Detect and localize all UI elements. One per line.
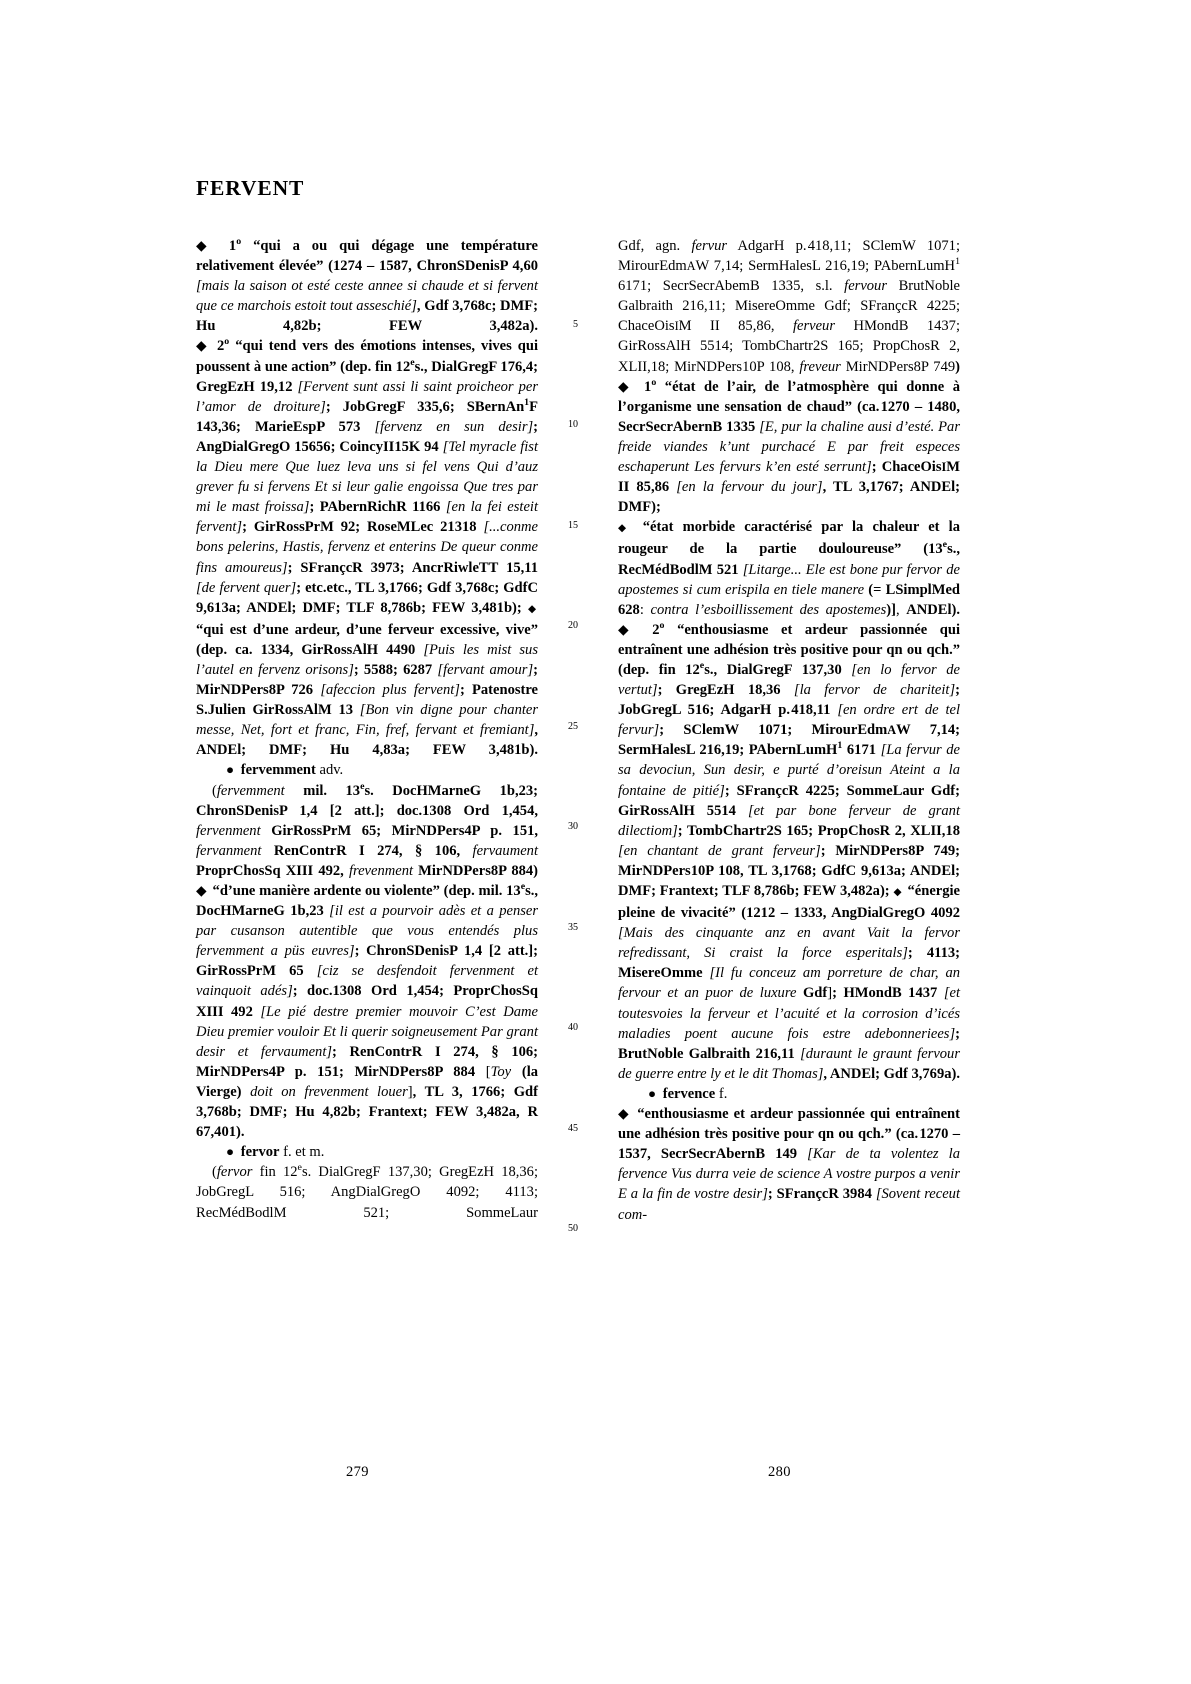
page-number-right: 280 bbox=[768, 1464, 791, 1480]
sub-lemma-label: fervemment bbox=[240, 762, 316, 779]
diamond-icon: ◆ bbox=[196, 883, 207, 898]
sub-lemma-pos: f. bbox=[718, 1085, 728, 1102]
sub-lemma-fervence bbox=[618, 1084, 960, 1104]
sub-lemma-pos: adv. bbox=[319, 762, 344, 779]
entry-header bbox=[196, 178, 956, 200]
line-number: 30 bbox=[568, 821, 578, 832]
fervemment-sense: ◆ “d’une manière ardente ou violente” (dep. mil. 13es., DocHMarneG 1b,23 [il est a pourvoir adès et a penser par cusanson autentible que vous entendés plus fervemment a püs euvres]; ChronSDenisP 1,4 [2 att.]; GirRossPrM 65 [ciz se desfendoit fervenment et vainquoit adés]; doc.1308 Ord 1,454; ProprChosSq XIII 492 [Le pié destre premier mouvoir C’est Dame Dieu premier vouloir Et li querir soigneusement Par grant desir et fervaument]; RenContrR I 274, § 106; MirNDPers4P p. 151; MirNDPers8P 884 [Toy (la Vierge) doit on frevenment louer], TL 3, 1766; Gdf 3,768b; DMF; Hu 4,82b; Frantext; FEW 3,482a, R 67,401). bbox=[196, 881, 539, 1141]
diamond-icon: ◆ bbox=[893, 887, 902, 898]
fervor-sense-1: ◆ 1$^o$ “état de l’air, de l’atmosphère qui donne à l’organisme une sensation de chaud” (ca. 1270 – 1480, SecrSecrAbernB 1335 [E, pur la chaline ausi d’esté. Par freide viandes k’unt purchacé E par freit especes eschaperunt Les fervurs k’en esté serrunt]; ChaceOisIM II 85,86 [en la fervour du jour], TL 3,1767; ANDEl; DMF); bbox=[618, 376, 961, 516]
column-left bbox=[196, 236, 538, 1223]
diamond-icon: ◆ bbox=[196, 338, 209, 354]
line-number: 45 bbox=[568, 1123, 578, 1134]
entry-body bbox=[196, 236, 960, 1396]
page-title: FERVENT bbox=[196, 176, 305, 200]
fervor-sense-2: ◆ 2$^o$ “enthousiasme et ardeur passionnée qui entraînent une adhésion très positive pour qn ou qch.” (dep. fin 12es., DialGregF 137,30 [en lo fervor de vertut]; GregEzH 18,36 [la fervor de chariteit]; JobGregL 516; AdgarH p. 418,11 [en ordre ert de tel fervur]; SClemW 1071; MirourEdmAW 7,14; SermHalesL 216,19; PAbernLumH$^1$ 6171 [La fervur de sa devociun, Sun desir, e purté d’oreisun Ateint a la fontaine de pitié]; SFrançcR 4225; SommeLaur Gdf; GirRossAlH 5514 [et par bone ferveur de grant dilectiom]; TombChartr2S 165; PropChosR 2, XLII,18 [en chantant de grant ferveur]; MirNDPers8P 749; MirNDPers10P 108, TL 3,1768; GdfC 9,613a; ANDEl; DMF; Frantext; TLF 8,786b; FEW 3,482a); ◆ “énergie pleine de vivacité” (1212 – 1333, AngDialGregO 4092 [Mais des cinquante anz en avant Vait la fervor refredissant, Si craist la force esperitals]; 4113; MisereOmme [Il fu conceuz am porreture de char, an fervour et an puor de luxure Gdf]; HMondB 1437 [et toutesvoies la ferveur et l’acuité et la corrosion d’icés maladies poent aucune fois estre adebonneriees]; BrutNoble Galbraith 216,11 [duraunt le graunt fervour de guerre entre ly et le dit Thomas], ANDEl; Gdf 3,769a). bbox=[618, 619, 961, 1082]
diamond-icon: ◆ bbox=[618, 621, 638, 637]
line-number: 50 bbox=[568, 1223, 578, 1234]
fervor-variant-forms-cont: Gdf, agn. fervur AdgarH p. 418,11; SClemW 1071; MirourEdmAW 7,14; SermHalesL 216,19; PAbernLumH$^1$ 6171; SecrSecrAbemB 1335, s.l. fervour BrutNoble Galbraith 216,11; MisereOmme Gdf; SFrançcR 4225; ChaceOisIM II 85,86, ferveur HMondB 1437; GirRossAlH 5514; TombChartr2S 165; PropChosR 2, XLII,18; MirNDPers10P 108, freveur MirNDPers8P 749) bbox=[618, 238, 960, 375]
bullet-icon: ● bbox=[648, 1085, 657, 1101]
sub-lemma-fervor bbox=[196, 1142, 538, 1162]
diamond-icon: ◆ bbox=[618, 523, 632, 535]
bullet-icon: ● bbox=[226, 1144, 235, 1160]
line-number: 15 bbox=[568, 520, 578, 531]
line-number: 35 bbox=[568, 922, 578, 933]
fervemment-variant-forms: (fervemment mil. 13es. DocHMarneG 1b,23; ChronSDenisP 1,4 [2 att.]; doc.1308 Ord 1,454, fervenment GirRossPrM 65; MirNDPers4P p. 151, fervanment RenContrR I 274, § 106, fervaument ProprChosSq XIII 492, frevenment MirNDPers8P 884) bbox=[196, 780, 539, 879]
fervor-variant-forms: (fervor fin 12es. DialGregF 137,30; GregEzH 18,36; JobGregL 516; AngDialGregO 4092; 4113; RecMédBodlM 521; SommeLaur bbox=[196, 1162, 539, 1221]
line-number: 5 bbox=[573, 319, 578, 330]
line-number: 25 bbox=[568, 721, 578, 732]
diamond-icon: ◆ bbox=[618, 378, 634, 394]
page-number-left: 279 bbox=[346, 1464, 369, 1480]
line-number: 40 bbox=[568, 1022, 578, 1033]
fervor-sense-1b: ◆ “état morbide caractérisé par la chaleur et la rougeur de la partie douloureuse” (13es., RecMédBodlM 521 [Litarge... Ele est bone pur fervor de apostemes si cum erispila en tiele manere (= LSimplMed 628: contra l’esboillissement des apostemes)], ANDEl). bbox=[618, 519, 961, 618]
sense-block-2: ◆ 2$^o$ “qui tend vers des émotions intenses, vives qui poussent à une action” (dep. fin 12es., DialGregF 176,4; GregEzH 19,12 [Fervent sunt assi li saint proicheor per l’amor de droiture]; JobGregF 335,6; SBernAn$^1$F 143,36; MarieEspP 573 [fervenz en sun desir]; AngDialGregO 15656; CoincyII15K 94 [Tel myracle fist la Dieu mere Que luez leva uns si fel vens Qui d’auz grever fu si fervens Et si leur galie engoissa Que tres par mi le mast froissa]; PAbernRichR 1166 [en la fei esteit fervent]; GirRossPrM 92; RoseMLec 21318 [...conme bons pelerins, Hastis, fervenz et enterins De queur conme fins amoureus]; SFrançcR 3973; AncrRiwleTT 15,11 [de fervent quer]; etc.etc., TL 3,1766; Gdf 3,768c; GdfC 9,613a; ANDEl; DMF; TLF 8,786b; FEW 3,481b); ◆ “qui est d’une ardeur, d’une ferveur excessive, vive” (dep. ca. 1334, GirRossAlH 4490 [Puis les mist sus l’autel en fervenz orisons]; 5588; 6287 [fervant amour]; MirNDPers8P 726 [afeccion plus fervent]; Patenostre S.Julien GirRossAlM 13 [Bon vin digne pour chanter messe, Net, fort et franc, Fin, fref, fervant et fremiant], ANDEl; DMF; Hu 4,83a; FEW 3,481b). bbox=[196, 336, 539, 759]
fervence-sense: ◆ “enthousiasme et ardeur passionnée qui entraînent une adhésion très positive pour qn ou qch.” (ca. 1270 – 1537, SecrSecrAbernB 149 [Kar de ta volentez la fervence Vus durra veie de science A vostre purpos a venir E a la fin de vostre desir]; SFrançcR 3984 [Sovent receut com- bbox=[618, 1106, 961, 1223]
line-number: 10 bbox=[568, 419, 578, 430]
sub-lemma-fervemment bbox=[196, 760, 538, 780]
sub-lemma-pos: f. et m. bbox=[283, 1144, 325, 1161]
sub-lemma-label: fervor bbox=[240, 1144, 280, 1161]
sub-lemma-label: fervence bbox=[662, 1085, 716, 1102]
bullet-icon: ● bbox=[226, 762, 235, 778]
column-right bbox=[618, 236, 960, 1225]
line-number: 20 bbox=[568, 620, 578, 631]
diamond-icon: ◆ bbox=[618, 1106, 631, 1122]
diamond-icon: ◆ bbox=[527, 603, 536, 615]
diamond-icon: ◆ bbox=[196, 238, 215, 253]
sense-block-1: ◆ 1$^o$ “qui a ou qui dégage une température relativement élevée” (1274 – 1587, ChronSDenisP 4,60 [mais la saison ot esté ceste annee si chaude et si fervent que ce marchois estoit tout asseschié], Gdf 3,768c; DMF; Hu 4,82b; FEW 3,482a). bbox=[196, 236, 538, 335]
